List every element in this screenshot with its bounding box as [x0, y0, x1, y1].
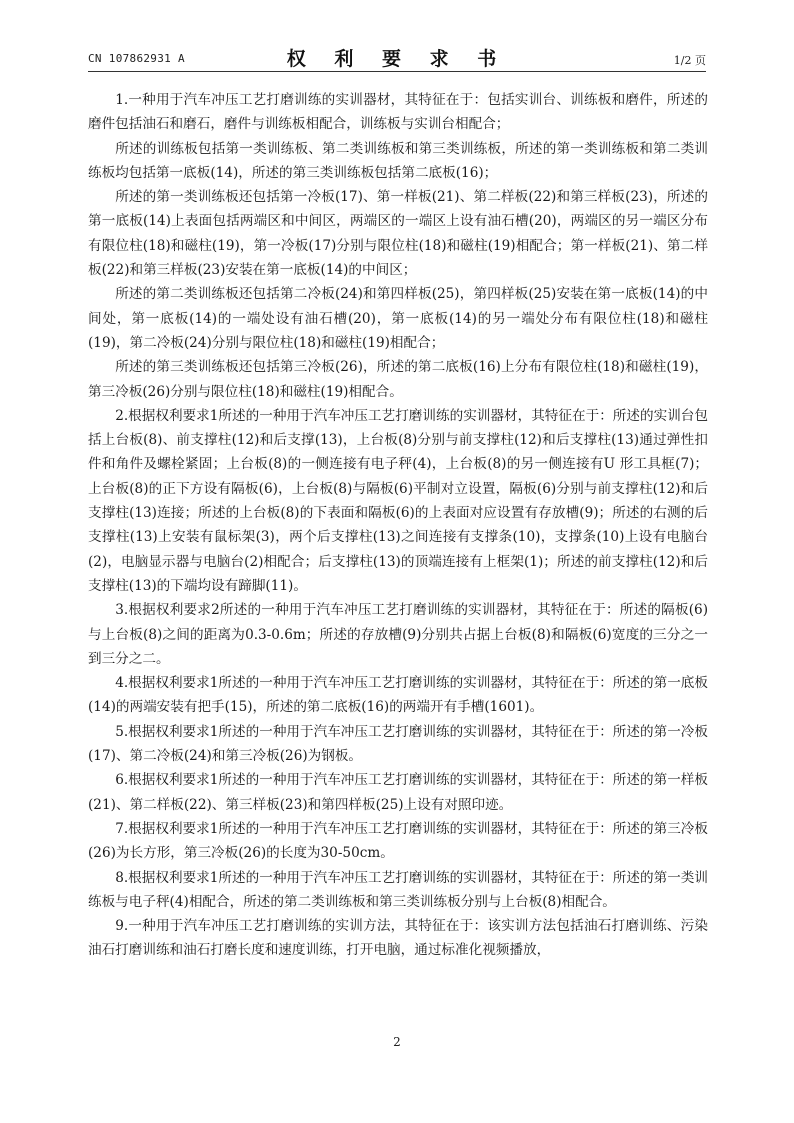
- header-divider: [88, 71, 706, 72]
- claim-paragraph: 4.根据权利要求1所述的一种用于汽车冲压工艺打磨训练的实训器材，其特征在于：所述的第一底板(14)的两端安装有把手(15)，所述的第二底板(16)的两端开有手槽(1601)。: [88, 675, 708, 716]
- claims-body: [88, 88, 708, 963]
- claim-paragraph: 5.根据权利要求1所述的一种用于汽车冲压工艺打磨训练的实训器材，其特征在于：所述的第一冷板(17)、第二冷板(24)和第三冷板(26)为钢板。: [88, 723, 708, 765]
- claim-paragraph: 所述的第一类训练板还包括第一冷板(17)、第一样板(21)、第二样板(22)和第三样板(23)，所述的第一底板(14)上表面包括两端区和中间区，两端区的一端区上设有油石槽(20)，两端区的另一端区分布有限位柱(18)和磁柱(19)，第一冷板(17)分别与限位柱(18)和磁柱(19)相配合；第一样板(21)、第二样板(22)和第三样板(23)安装在第一底板(14)的中间区；: [88, 189, 708, 279]
- claim-paragraph: 2.根据权利要求1所述的一种用于汽车冲压工艺打磨训练的实训器材，其特征在于：所述的实训台包括上台板(8)、前支撑柱(12)和后支撑(13)，上台板(8)分别与前支撑柱(12)和后支撑柱(13)通过弹性扣件和角件及螺栓紧固；上台板(8)的一侧连接有电子秤(4)，上台板(8)的另一侧连接有U 形工具框(7)；上台板(8)的正下方设有隔板(6)，上台板(8)与隔板(6)平制对立设置，隔板(6)分别与前支撑柱(12)和后支撑柱(13)连接；所述的上台板(8)的下表面和隔板(6)的上表面对应设置有存放槽(9)；所述的右测的后支撑柱(13)上安装有鼠标架(3)，两个后支撑柱(13)之间连接有支撑条(10)，支撑条(10)上设有电脑台(2)，电脑显示器与电脑台(2)相配合；后支撑柱(13)的顶端连接有上框架(1)；所述的前支撑柱(12)和后支撑柱(13)的下端均设有蹄脚(11)。: [88, 407, 708, 594]
- claim-paragraph: 1.一种用于汽车冲压工艺打磨训练的实训器材，其特征在于：包括实训台、训练板和磨件，所述的磨件包括油石和磨石，磨件与训练板相配合，训练板与实训台相配合；: [88, 92, 708, 133]
- claim-paragraph: 所述的训练板包括第一类训练板、第二类训练板和第三类训练板，所述的第一类训练板和第二类训练板均包括第一底板(14)，所述的第三类训练板包括第二底板(16)；: [88, 140, 708, 181]
- claim-paragraph: 所述的第三类训练板还包括第三冷板(26)，所述的第二底板(16)上分布有限位柱(18)和磁柱(19)，第三冷板(26)分别与限位柱(18)和磁柱(19)相配合。: [88, 359, 708, 400]
- document-title: 权 利 要 求 书: [286, 48, 508, 70]
- claim-paragraph: 9.一种用于汽车冲压工艺打磨训练的实训方法，其特征在于：该实训方法包括油石打磨训练、污染油石打磨训练和油石打磨长度和速度训练，打开电脑，通过标准化视频播放，: [88, 918, 708, 959]
- page-number: 2: [393, 1035, 401, 1049]
- claim-paragraph: 8.根据权利要求1所述的一种用于汽车冲压工艺打磨训练的实训器材，其特征在于：所述的第一类训练板与电子秤(4)相配合，所述的第二类训练板和第三类训练板分别与上台板(8)相配合。: [88, 869, 708, 910]
- claim-paragraph: 所述的第二类训练板还包括第二冷板(24)和第四样板(25)，第四样板(25)安装在第一底板(14)的中间处，第一底板(14)的一端处设有油石槽(20)，第一底板(14)的另一端处分布有限位柱(18)和磁柱(19)，第二冷板(24)分别与限位柱(18)和磁柱(19)相配合；: [88, 286, 708, 351]
- claim-paragraph: 3.根据权利要求2所述的一种用于汽车冲压工艺打磨训练的实训器材，其特征在于：所述的隔板(6)与上台板(8)之间的距离为0.3-0.6m；所述的存放槽(9)分别共占据上台板(8)和隔板(6)宽度的三分之一到三分之二。: [88, 602, 708, 667]
- page-count: 1/2 页: [673, 54, 706, 67]
- page-header: [88, 44, 706, 70]
- claim-paragraph: 6.根据权利要求1所述的一种用于汽车冲压工艺打磨训练的实训器材，其特征在于：所述的第一样板(21)、第二样板(22)、第三样板(23)和第四样板(25)上设有对照印迹。: [88, 772, 708, 813]
- claim-paragraph: 7.根据权利要求1所述的一种用于汽车冲压工艺打磨训练的实训器材，其特征在于：所述的第三冷板(26)为长方形，第三冷板(26)的长度为30-50cm。: [88, 820, 708, 862]
- publication-number: CN 107862931 A: [88, 52, 185, 65]
